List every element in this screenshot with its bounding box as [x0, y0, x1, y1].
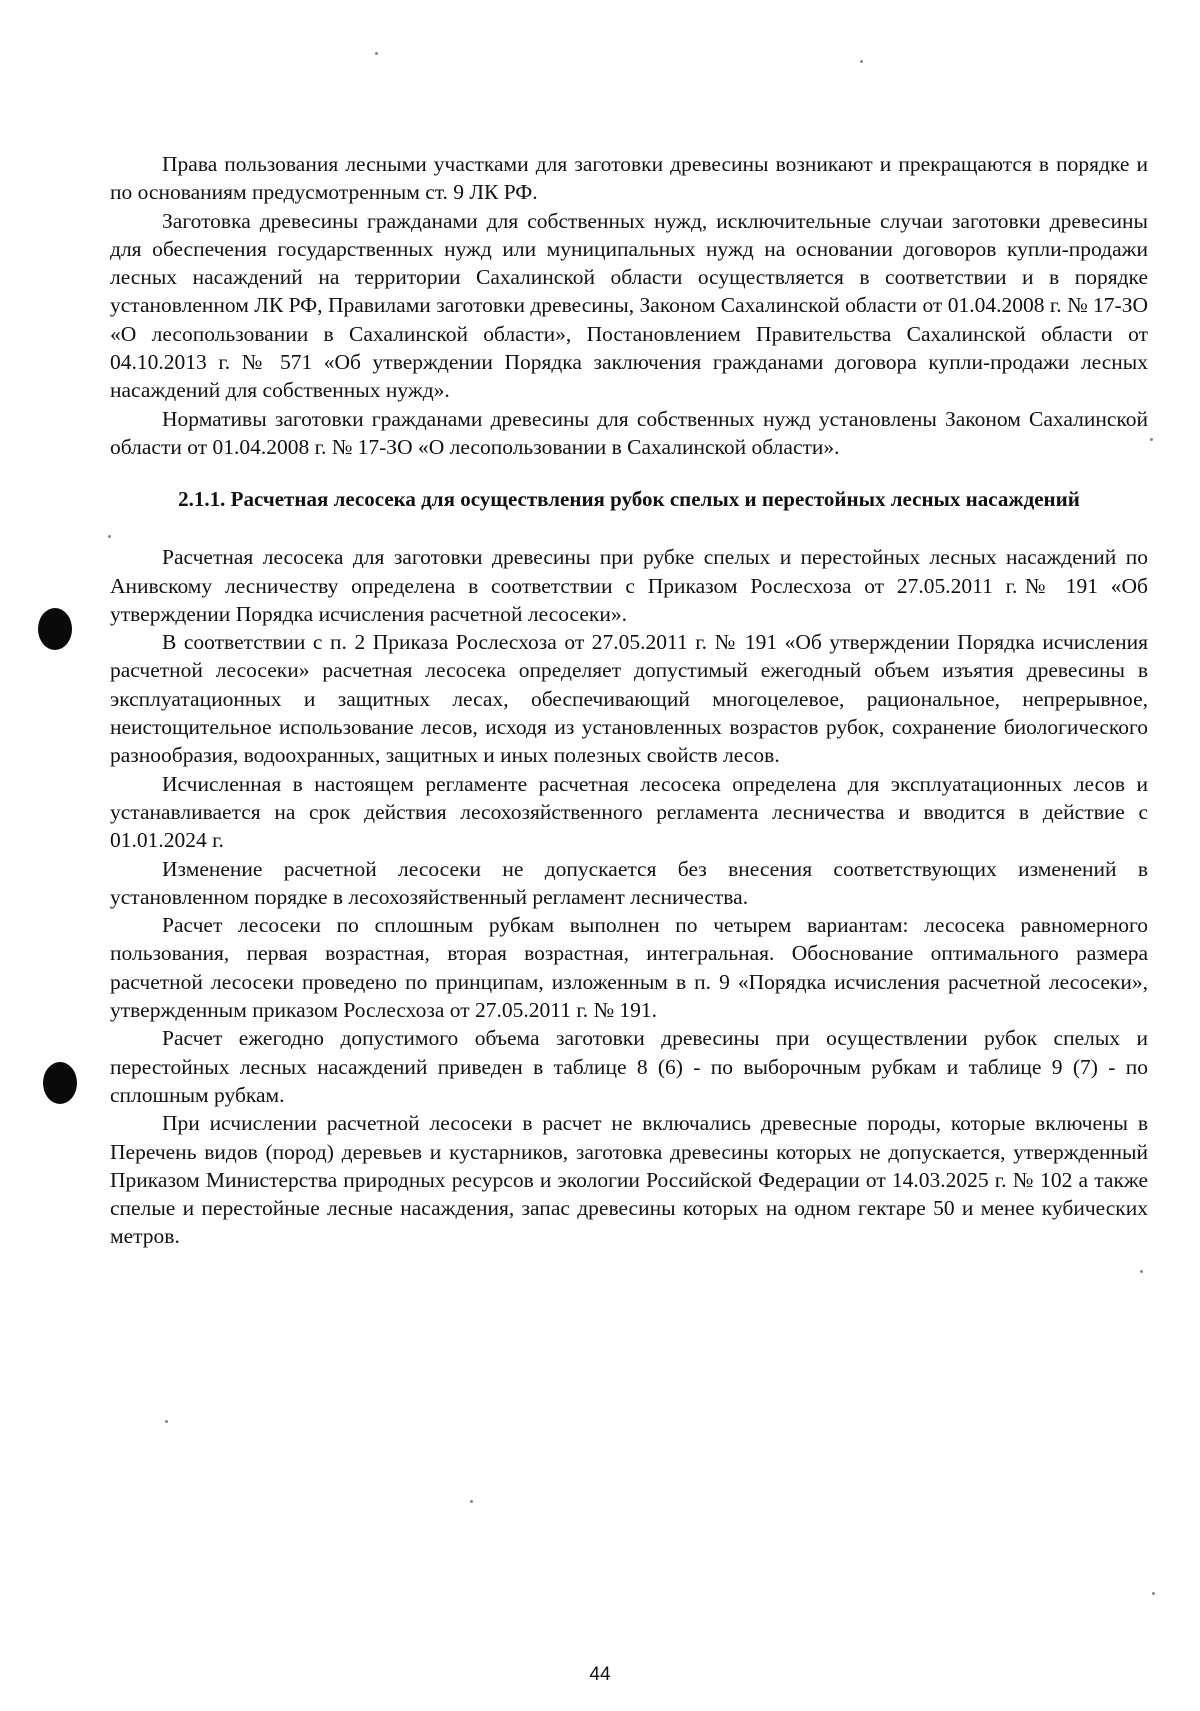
scan-speck	[470, 1500, 473, 1503]
paragraph: Изменение расчетной лесосеки не допускается без внесения соответствующих изменений в установленном порядке в лесохозяйственный регламент лесничества.	[110, 856, 1148, 909]
document-body	[110, 150, 1148, 1251]
paragraph: Исчисленная в настоящем регламенте расчетная лесосека определена для эксплуатационных лесов и устанавливается на срок действия лесохозяйственного регламента лесничества и вводится в действие с 01.01.2024 г.	[110, 771, 1148, 853]
page-number: 44	[589, 1664, 611, 1685]
paragraph: В соответствии с п. 2 Приказа Рослесхоза от 27.05.2011 г. № 191 «Об утверждении Порядка исчисления расчетной лесосеки» расчетная лесосека определяет допустимый ежегодный объем изъятия древесины в эксплуатационных и защитных лесах, обеспечивающий многоцелевое, рациональное, непрерывное, неистощительное использование лесов, исходя из установленных возрастов рубок, сохранение биологического разнообразия, водоохранных, защитных и иных полезных свойств лесов.	[110, 630, 1148, 768]
punch-hole-mark	[38, 608, 72, 650]
section-heading: 2.1.1. Расчетная лесосека для осуществления рубок спелых и перестойных лесных насаждений	[178, 487, 1080, 512]
punch-hole-mark	[43, 1062, 77, 1104]
scan-speck	[1150, 438, 1153, 441]
paragraph: Расчет ежегодно допустимого объема заготовки древесины при осуществлении рубок спелых и перестойных лесных насаждений приведен в таблице 8 (6) - по выборочным рубкам и таблице 9 (7) - по сплошным рубкам.	[110, 1026, 1148, 1107]
paragraph: Расчетная лесосека для заготовки древесины при рубке спелых и перестойных лесных насаждений по Анивскому лесничеству определена в соответствии с Приказом Рослесхоза от 27.05.2011 г.№ 191 «Об утверждении Порядка исчисления расчетной лесосеки».	[110, 545, 1148, 626]
paragraph: Расчет лесосеки по сплошным рубкам выполнен по четырем вариантам: лесосека равномерного пользования, первая возрастная, вторая возрастная, интегральная. Обоснование оптимального размера расчетной лесосеки проведено по принципам, изложенным в п. 9 «Порядка исчисления расчетной лесосеки», утвержденным приказом Рослесхоза от 27.05.2011 г. № 191.	[110, 913, 1148, 1023]
scan-speck	[860, 60, 863, 63]
scan-speck	[165, 1420, 168, 1423]
scan-speck	[1140, 1270, 1143, 1273]
paragraph: При исчислении расчетной лесосеки в расчет не включались древесные породы, которые включены в Перечень видов (пород) деревьев и кустарников, заготовка древесины которых не допускается, утвержденный Приказом Министерства природных ресурсов и экологии Российской Федерации от 14.03.2025 г. № 102 а также спелые и перестойные лесные насаждения, запас древесины которых на одном гектаре 50 и менее кубических метров.	[110, 1111, 1148, 1249]
scan-speck	[1152, 1592, 1155, 1595]
paragraph: Права пользования лесными участками для заготовки древесины возникают и прекращаются в порядке и по основаниям предусмотренным ст. 9 ЛК РФ.	[110, 152, 1148, 205]
scan-speck	[375, 52, 378, 55]
paragraph: Нормативы заготовки гражданами древесины для собственных нужд установлены Законом Сахалинской области от 01.04.2008 г. № 17-ЗО «О лесопользовании в Сахалинской области».	[110, 406, 1148, 459]
paragraph: Заготовка древесины гражданами для собственных нужд, исключительные случаи заготовки древесины для обеспечения государственных нужд или муниципальных нужд на основании договоров купли-продажи лесных насаждений на территории Сахалинской области осуществляется в соответствии и в порядке установленном ЛК РФ, Правилами заготовки древесины, Законом Сахалинской области от 01.04.2008 г. № 17-ЗО «О лесопользовании в Сахалинской области», Постановлением Правительства Сахалинской области от 04.10.2013 г. № 571 «Об утверждении Порядка заключения гражданами договора купли-продажи лесных насаждений для собственных нужд».	[110, 208, 1148, 403]
